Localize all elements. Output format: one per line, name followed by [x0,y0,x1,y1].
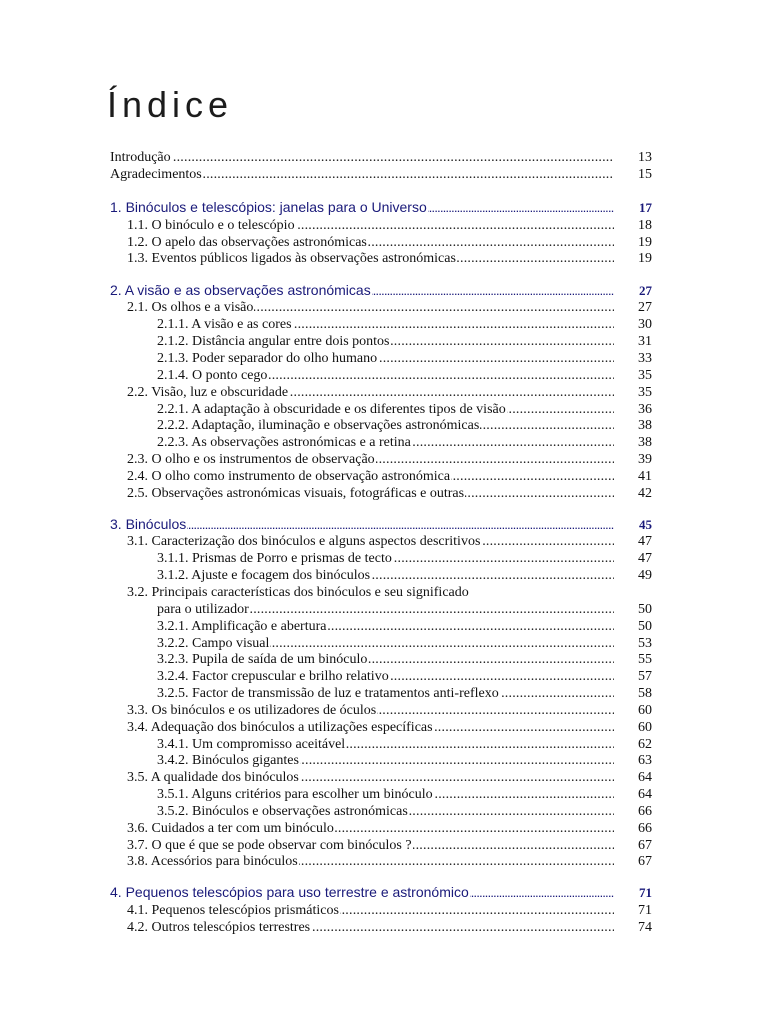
toc-entry[interactable] [0,601,768,618]
toc-entry[interactable] [0,685,768,702]
toc-entry[interactable] [0,651,768,668]
toc-entry[interactable] [0,919,768,936]
toc-entry-label [157,550,614,567]
page-title: Índice [107,84,234,125]
toc-entry-label [127,250,614,267]
toc-entry[interactable] [0,367,768,384]
toc-entry-text: 3.5.1. Alguns critérios para escolher um binóculo [157,787,433,802]
toc-page-number: 19 [638,235,652,250]
toc-entry-label [127,384,614,401]
toc-entry-label [157,668,614,685]
toc-page-number: 39 [638,452,652,467]
toc-entry[interactable] [0,752,768,769]
toc-entry-text: 3.2.1. Amplificação e abertura [157,619,327,634]
toc-entry-text: 3.2.2. Campo visual [157,636,270,651]
toc-entry[interactable] [0,736,768,753]
toc-entry-label [110,884,614,901]
toc-page-number: 67 [638,838,652,853]
toc-entry-label [157,333,614,350]
toc-entry-label [157,685,614,702]
toc-entry-label [127,769,614,786]
toc-entry-label [127,853,614,870]
toc-entry[interactable] [0,451,768,468]
toc-page-number: 15 [638,167,652,182]
toc-page-number: 49 [638,568,652,583]
toc-entry-text: 3.4.2. Binóculos gigantes [157,753,299,768]
toc-entry-text: 2. A visão e as observações astronómicas [110,282,371,298]
toc-entry[interactable] [0,316,768,333]
toc-page-number: 60 [638,703,652,718]
toc-entry-label [127,468,614,485]
toc-entry[interactable] [0,550,768,567]
toc-entry[interactable] [0,533,768,550]
toc-entry-text: 3.5. A qualidade dos binóculos [127,770,299,785]
toc-entry-label [157,635,614,652]
toc-entry-text: 4.1. Pequenos telescópios prismáticos [127,903,339,918]
toc-entry[interactable] [0,702,768,719]
toc-page-number: 66 [638,821,652,836]
toc-entry-text: 2.1. Os olhos e a visão [127,300,254,315]
toc-entry-text: 3.6. Cuidados a ter com um binóculo [127,821,334,836]
toc-page-number: 47 [638,551,652,566]
toc-page-number: 53 [638,636,652,651]
toc-entry-text: 2.1.1. A visão e as cores [157,317,292,332]
toc-page-number: 64 [638,787,652,802]
toc-entry-text: 2.1.3. Poder separador do olho humano [157,351,378,366]
toc-page-number: 66 [638,804,652,819]
toc-entry-label [110,199,614,216]
toc-entry[interactable] [0,384,768,401]
toc-entry-text: 2.3. O olho e os instrumentos de observação [127,452,375,467]
toc-entry-label [110,516,614,533]
toc-entry-text: 1.1. O binóculo e o telescópio [127,218,295,233]
toc-entry-text: 3.4. Adequação dos binóculos a utilizações específicas [127,720,433,735]
toc-entry-label [110,149,614,166]
toc-entry-text: para o utilizador [157,602,249,617]
toc-entry[interactable] [0,485,768,502]
toc-entry-text: 2.2.1. A adaptação à obscuridade e os diferentes tipos de visão [157,402,506,417]
toc-entry-text: 3.7. O que é que se pode observar com binóculos ? [127,838,412,853]
toc-entry[interactable] [0,350,768,367]
toc-page-number: 50 [638,602,652,617]
toc-page-number: 71 [638,903,652,918]
toc-page-number: 71 [639,885,652,900]
toc-entry[interactable] [0,299,768,316]
toc-entry[interactable] [0,250,768,267]
toc-entry[interactable] [0,567,768,584]
toc-entry-label [127,234,614,251]
toc-entry[interactable] [0,902,768,919]
toc-entry-text: 3.2.4. Factor crepuscular e brilho relativo [157,669,389,684]
toc-entry-label [157,401,614,418]
toc-page-number: 62 [638,737,652,752]
toc-page-number: 36 [638,402,652,417]
toc-page-number: 58 [638,686,652,701]
toc-page-number: 31 [638,334,652,349]
toc-page-number: 19 [638,251,652,266]
toc-chapter-entry[interactable] [0,199,768,218]
toc-entry-label [127,902,614,919]
toc-entry-label [157,316,614,333]
toc-entry-label [127,217,614,234]
toc-page-number: 27 [639,283,652,298]
toc-page-number: 74 [638,920,652,935]
toc-entry-label [157,567,614,584]
toc-entry-label [127,533,614,550]
toc-entry-text: 3.5.2. Binóculos e observações astronómicas [157,804,408,819]
toc-entry[interactable] [0,401,768,418]
toc-entry-text: 3.4.1. Um compromisso aceitável [157,737,346,752]
toc-page-number: 27 [638,300,652,315]
toc-entry-label [127,584,614,601]
toc-page-number: 33 [638,351,652,366]
toc-entry-label [157,786,614,803]
toc-entry-text: 3.1.1. Prismas de Porro e prismas de tecto [157,551,392,566]
toc-page-number: 38 [638,435,652,450]
toc-page-number: 41 [638,469,652,484]
toc-entry[interactable] [0,837,768,854]
toc-entry-label [157,618,614,635]
toc-entry[interactable] [0,769,768,786]
toc-entry[interactable] [0,803,768,820]
toc-entry-text: 2.5. Observações astronómicas visuais, fotográficas e outras [127,486,465,501]
toc-chapter-entry[interactable] [0,884,768,903]
toc-entry-text: 3.8. Acessórios para binóculos [127,854,298,869]
toc-entry-label [127,820,614,837]
toc-page-number: 55 [638,652,652,667]
toc-entry-label [110,166,614,183]
toc-entry[interactable] [0,166,768,183]
toc-entry-label [157,752,614,769]
toc-entry[interactable] [0,635,768,652]
toc-entry-label [157,367,614,384]
toc-entry[interactable] [0,149,768,166]
toc-entry[interactable] [0,719,768,736]
toc-entry-text: 3.3. Os binóculos e os utilizadores de óculos [127,703,377,718]
toc-entry[interactable] [0,217,768,234]
toc-entry-label [157,803,614,820]
toc-entry-label [110,282,614,299]
toc-entry[interactable] [0,820,768,837]
toc-entry-label [127,837,614,854]
toc-entry-text: 2.2.3. As observações astronómicas e a retina [157,435,411,450]
toc-page-number: 17 [639,200,652,215]
toc-entry-label [127,485,614,502]
toc-page-number: 45 [639,517,652,532]
toc-entry-text: Introdução [110,150,171,165]
toc-entry[interactable] [0,234,768,251]
toc-entry-label [127,299,614,316]
toc-entry-label [157,350,614,367]
toc-entry-label [127,451,614,468]
toc-entry[interactable] [0,333,768,350]
toc-entry-text: 3.2.3. Pupila de saída de um binóculo [157,652,368,667]
toc-entry-text: 2.2. Visão, luz e obscuridade [127,385,289,400]
toc-entry-label [157,601,614,618]
toc-entry-label [127,719,614,736]
toc-entry[interactable] [0,434,768,451]
toc-entry-text: 3.1.2. Ajuste e focagem dos binóculos [157,568,371,583]
toc-entry-label [157,651,614,668]
toc-entry-text: 1.3. Eventos públicos ligados às observações astronómicas [127,251,456,266]
toc-page-number: 63 [638,753,652,768]
toc-entry[interactable] [0,584,768,601]
toc-page-number: 30 [638,317,652,332]
toc-entry[interactable] [0,853,768,870]
toc-entry-label [157,736,614,753]
toc-entry-text: 2.1.4. O ponto cego [157,368,268,383]
toc-entry-text: 2.2.2. Adaptação, iluminação e observações astronómicas [157,418,480,433]
toc-entry-label [127,702,614,719]
toc-entry-text: 2.1.2. Distância angular entre dois pontos [157,334,390,349]
toc-page-number: 67 [638,854,652,869]
toc-entry[interactable] [0,468,768,485]
toc-page-number: 18 [638,218,652,233]
toc-page-number: 35 [638,368,652,383]
toc-entry-text: 2.4. O olho como instrumento de observação astronómica [127,469,451,484]
toc-entry-text: 4.2. Outros telescópios terrestres [127,920,311,935]
toc-entry[interactable] [0,786,768,803]
toc-entry-label [127,919,614,936]
toc-page-number: 13 [638,150,652,165]
toc-entry-label [157,417,614,434]
toc-page-number: 35 [638,385,652,400]
toc-entry[interactable] [0,417,768,434]
toc-entry-text: 4. Pequenos telescópios para uso terrestre e astronómico [110,884,469,900]
toc-page-number: 60 [638,720,652,735]
toc-entry-text: 1.2. O apelo das observações astronómicas [127,235,367,250]
toc-page-number: 64 [638,770,652,785]
toc-entry-label [157,434,614,451]
toc-entry-text: 3. Binóculos [110,516,187,532]
toc-entry-text: Agradecimentos [110,167,202,182]
toc-page-number: 38 [638,418,652,433]
toc-entry-text: 1. Binóculos e telescópios: janelas para o Universo [110,199,427,215]
toc-page-number: 47 [638,534,652,549]
toc-entry-text: 3.1. Caracterização dos binóculos e alguns aspectos descritivos [127,534,481,549]
toc-entry-text: 3.2.5. Factor de transmissão de luz e tratamentos anti-reflexo [157,686,499,701]
toc-entry[interactable] [0,618,768,635]
toc-entry-text: 3.2. Principais características dos binóculos e seu significado [127,585,469,600]
toc-page-number: 57 [638,669,652,684]
toc-page-number: 50 [638,619,652,634]
toc-page-number: 42 [638,486,652,501]
toc-entry[interactable] [0,668,768,685]
